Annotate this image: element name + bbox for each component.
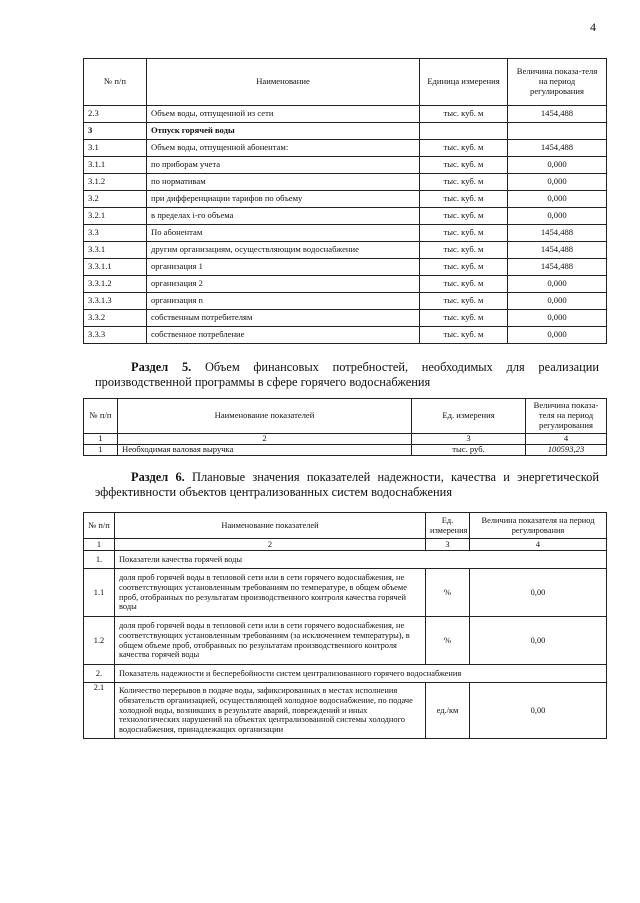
table-row (84, 106, 607, 123)
row-name: по нормативам (147, 174, 420, 191)
group-num: 1. (84, 551, 115, 569)
table-row (84, 276, 607, 293)
section6-label: Раздел 6. (131, 470, 185, 484)
row-num: 3.3.3 (84, 327, 147, 344)
table-row (84, 569, 607, 617)
row-value: 1454,488 (508, 140, 607, 157)
row-value: 0,00 (470, 617, 607, 665)
header-unit: Единица измерения (420, 59, 508, 106)
row-value: 0,000 (508, 310, 607, 327)
section6-title: Плановые значения показателей надежности, качества и энергетической эффективности объектов централизованных систем водоснабжения (95, 470, 599, 499)
index-row (84, 539, 607, 551)
group-num: 2. (84, 665, 115, 683)
group-row (84, 551, 607, 569)
header-num: № п/п (84, 513, 115, 539)
row-unit: тыс. куб. м (420, 208, 508, 225)
row-name: другим организациям, осуществляющим водоснабжение (147, 242, 420, 259)
row-name: Объем воды, отпущенной абонентам: (147, 140, 420, 157)
header-value: Величина показа-теля на период регулирования (526, 399, 607, 434)
row-unit: тыс. куб. м (420, 276, 508, 293)
row-unit: тыс. куб. м (420, 191, 508, 208)
header-value: Величина показателя на период регулирования (470, 513, 607, 539)
group-name: Показатель надежности и бесперебойности систем централизованного горячего водоснабжения (115, 665, 607, 683)
row-unit (420, 123, 508, 140)
row-value: 0,000 (508, 191, 607, 208)
index-cell: 3 (412, 434, 526, 445)
row-name: в пределах i-го объема (147, 208, 420, 225)
section6-heading (95, 470, 599, 499)
index-cell: 1 (84, 539, 115, 551)
row-name: По абонентам (147, 225, 420, 242)
row-num: 3.3.1.2 (84, 276, 147, 293)
table-row (84, 242, 607, 259)
header-name: Наименование (147, 59, 420, 106)
table-row (84, 225, 607, 242)
table-row (84, 293, 607, 310)
row-unit: тыс. куб. м (420, 106, 508, 123)
index-cell: 4 (470, 539, 607, 551)
row-num: 3.3 (84, 225, 147, 242)
row-value: 1454,488 (508, 106, 607, 123)
row-name: организация 1 (147, 259, 420, 276)
row-num: 1.1 (84, 569, 115, 617)
row-unit: ед./км (426, 683, 470, 739)
row-value: 1454,488 (508, 225, 607, 242)
row-name: собственное потребление (147, 327, 420, 344)
row-value: 0,000 (508, 276, 607, 293)
row-unit: тыс. куб. м (420, 242, 508, 259)
row-name: Объем воды, отпущенной из сети (147, 106, 420, 123)
header-unit: Ед. измерения (412, 399, 526, 434)
table-row (84, 683, 607, 739)
table-row (84, 617, 607, 665)
section5-heading (95, 360, 599, 389)
row-value (508, 123, 607, 140)
header-value: Величина показа-теля на период регулирования (508, 59, 607, 106)
row-name: Отпуск горячей воды (147, 123, 420, 140)
row-unit: % (426, 569, 470, 617)
header-num: № п/п (84, 59, 147, 106)
index-cell: 2 (115, 539, 426, 551)
row-unit: тыс. руб. (412, 445, 526, 456)
page-number: 4 (590, 20, 596, 34)
table-row (84, 327, 607, 344)
row-value: 0,000 (508, 157, 607, 174)
table-row (84, 191, 607, 208)
row-num: 3.3.1.3 (84, 293, 147, 310)
table-row (84, 123, 607, 140)
row-name: при дифференциации тарифов по объему (147, 191, 420, 208)
row-name: Количество перерывов в подаче воды, зафиксированных в местах исполнения обязательств организацией, осуществляющей холодное водоснабжение, по подаче холодной воды, возникших в результате аварий, повреждений и иных технологических нарушений на объектах централизованной системы холодного водоснабжения, принадлежащих организации (115, 683, 426, 739)
row-value: 1454,488 (508, 259, 607, 276)
header-name: Наименование показателей (118, 399, 412, 434)
table-header-row (84, 399, 607, 434)
row-value: 1454,488 (508, 242, 607, 259)
finance-table (83, 398, 607, 456)
row-name: доля проб горячей воды в тепловой сети или в сети горячего водоснабжения, не соответствующих установленным требованиям (за исключением температуры), в общем объеме проб, отобранных по результатам производственного контроля качества горячей воды (115, 617, 426, 665)
row-num: 3 (84, 123, 147, 140)
row-unit: тыс. куб. м (420, 310, 508, 327)
row-unit: тыс. куб. м (420, 327, 508, 344)
row-unit: тыс. куб. м (420, 293, 508, 310)
row-value: 0,000 (508, 208, 607, 225)
row-num: 3.2 (84, 191, 147, 208)
row-num: 1.2 (84, 617, 115, 665)
index-cell: 2 (118, 434, 412, 445)
header-name: Наименование показателей (115, 513, 426, 539)
row-num: 3.2.1 (84, 208, 147, 225)
row-unit: тыс. куб. м (420, 225, 508, 242)
row-value: 0,000 (508, 293, 607, 310)
table-row (84, 157, 607, 174)
table-row (84, 445, 607, 456)
volume-table (83, 58, 607, 344)
row-num: 3.3.1.1 (84, 259, 147, 276)
row-value: 100593,23 (526, 445, 607, 456)
index-cell: 3 (426, 539, 470, 551)
row-name: организация n (147, 293, 420, 310)
row-value: 0,000 (508, 327, 607, 344)
row-name: собственным потребителям (147, 310, 420, 327)
row-num: 3.3.2 (84, 310, 147, 327)
table-header-row (84, 513, 607, 539)
row-unit: тыс. куб. м (420, 259, 508, 276)
section5-title: Объем финансовых потребностей, необходимых для реализации производственной программы в сфере горячего водоснабжения (95, 360, 599, 389)
row-num: 3.3.1 (84, 242, 147, 259)
row-num: 1 (84, 445, 118, 456)
table-row (84, 208, 607, 225)
header-num: № п/п (84, 399, 118, 434)
group-name: Показатели качества горячей воды (115, 551, 607, 569)
row-num: 2.1 (84, 683, 115, 739)
row-num: 3.1.2 (84, 174, 147, 191)
row-num: 3.1 (84, 140, 147, 157)
row-num: 2.3 (84, 106, 147, 123)
header-unit: Ед. измерения (426, 513, 470, 539)
row-value: 0,000 (508, 174, 607, 191)
section5-label: Раздел 5. (131, 360, 192, 374)
table-row (84, 310, 607, 327)
row-unit: тыс. куб. м (420, 174, 508, 191)
index-cell: 1 (84, 434, 118, 445)
index-cell: 4 (526, 434, 607, 445)
row-unit: тыс. куб. м (420, 157, 508, 174)
indicators-table (83, 512, 607, 739)
row-unit: тыс. куб. м (420, 140, 508, 157)
row-unit: % (426, 617, 470, 665)
index-row (84, 434, 607, 445)
row-name: Необходимая валовая выручка (118, 445, 412, 456)
group-row (84, 665, 607, 683)
table-row (84, 174, 607, 191)
row-num: 3.1.1 (84, 157, 147, 174)
table-row (84, 140, 607, 157)
row-value: 0,00 (470, 569, 607, 617)
row-name: организация 2 (147, 276, 420, 293)
table-header-row (84, 59, 607, 106)
table-row (84, 259, 607, 276)
row-name: доля проб горячей воды в тепловой сети или в сети горячего водоснабжения, не соответствующих установленным требованиям по температуре, в общем объеме проб, отобранных по результатам производственного контроля качества горячей воды (115, 569, 426, 617)
row-value: 0,00 (470, 683, 607, 739)
row-name: по приборам учета (147, 157, 420, 174)
